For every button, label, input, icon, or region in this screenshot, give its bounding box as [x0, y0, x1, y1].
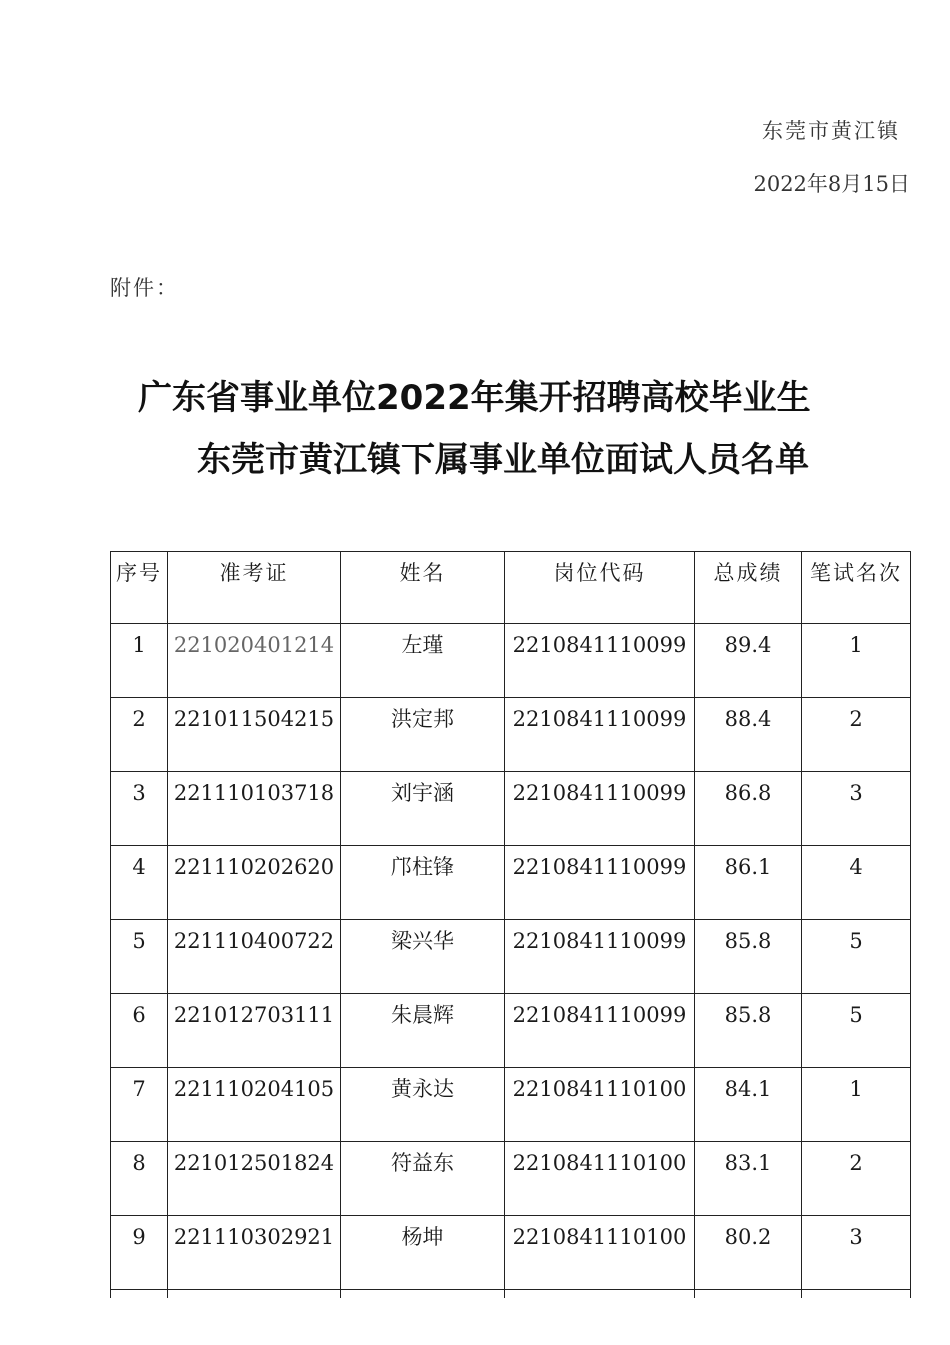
table-row — [111, 920, 911, 994]
cell-code: 2210841110099 — [505, 920, 695, 994]
cell-no: 9 — [111, 1216, 168, 1290]
col-header-no: 序号 — [111, 552, 168, 624]
cell-ticket: 221012703111 — [168, 994, 341, 1068]
cell-no: 3 — [111, 772, 168, 846]
cell-name: 邝柱锋 — [341, 846, 505, 920]
col-header-code: 岗位代码 — [505, 552, 695, 624]
table-row — [111, 1142, 911, 1216]
col-header-score: 总成绩 — [695, 552, 802, 624]
cell-name: 黄永达 — [341, 1068, 505, 1142]
cell-ticket: 221011504215 — [168, 698, 341, 772]
table-row — [111, 624, 911, 698]
cell-code: 2210841110100 — [505, 1216, 695, 1290]
table-row — [111, 1068, 911, 1142]
cell-score: 83.1 — [695, 1142, 802, 1216]
cell-no: 4 — [111, 846, 168, 920]
cell-rank: 2 — [802, 698, 911, 772]
cell-rank: 3 — [802, 1216, 911, 1290]
attachment-label: 附件： — [110, 276, 179, 300]
cell-code: 2210841110099 — [505, 994, 695, 1068]
cell-name: 梁兴华 — [341, 920, 505, 994]
cell-no: 2 — [111, 698, 168, 772]
title-line-2: 东莞市黄江镇下属事业单位面试人员名单 — [197, 440, 809, 480]
table-row — [111, 698, 911, 772]
cell-score: 89.4 — [695, 624, 802, 698]
cell-rank: 5 — [802, 994, 911, 1068]
cell-score: 85.8 — [695, 920, 802, 994]
cell-score: 86.8 — [695, 772, 802, 846]
cell-ticket: 221110400722 — [168, 920, 341, 994]
cell-rank: 1 — [802, 1068, 911, 1142]
table-header-row — [111, 552, 911, 624]
issue-date: 2022年8月15日 — [753, 172, 910, 196]
cell-name: 杨坤 — [341, 1216, 505, 1290]
cell-code: 2210841110099 — [505, 846, 695, 920]
cell-ticket: 221012501824 — [168, 1142, 341, 1216]
cell-rank: 2 — [802, 1142, 911, 1216]
cell-ticket: 221110302921 — [168, 1216, 341, 1290]
cell-name: 洪定邦 — [341, 698, 505, 772]
cell-code: 2210841110099 — [505, 772, 695, 846]
cell-rank: 4 — [802, 846, 911, 920]
cell-code: 2210841110100 — [505, 1068, 695, 1142]
cell-score: 86.1 — [695, 846, 802, 920]
cell-no: 5 — [111, 920, 168, 994]
cell-no: 8 — [111, 1142, 168, 1216]
cell-ticket: 221110204105 — [168, 1068, 341, 1142]
table-row — [111, 994, 911, 1068]
table-row — [111, 1216, 911, 1290]
col-header-rank: 笔试名次 — [802, 552, 911, 624]
col-header-name: 姓名 — [341, 552, 505, 624]
cell-ticket: 221110202620 — [168, 846, 341, 920]
col-header-ticket: 准考证 — [168, 552, 341, 624]
cell-code: 2210841110099 — [505, 698, 695, 772]
cell-no: 6 — [111, 994, 168, 1068]
cell-name: 朱晨辉 — [341, 994, 505, 1068]
issuer-org: 东莞市黄江镇 — [762, 119, 900, 143]
cell-score: 85.8 — [695, 994, 802, 1068]
table-row-cut-off — [111, 1290, 911, 1299]
cell-name: 左瑾 — [341, 624, 505, 698]
cell-no: 1 — [111, 624, 168, 698]
cell-no: 7 — [111, 1068, 168, 1142]
cell-score: 84.1 — [695, 1068, 802, 1142]
table-row — [111, 772, 911, 846]
cell-score: 80.2 — [695, 1216, 802, 1290]
cell-code: 2210841110099 — [505, 624, 695, 698]
interview-list-table — [110, 551, 911, 1298]
cell-rank: 1 — [802, 624, 911, 698]
cell-rank: 5 — [802, 920, 911, 994]
table-row — [111, 846, 911, 920]
title-line-1: 广东省事业单位2022年集开招聘高校毕业生 — [138, 378, 811, 418]
cell-name: 刘宇涵 — [341, 772, 505, 846]
cell-name: 符益东 — [341, 1142, 505, 1216]
cell-score: 88.4 — [695, 698, 802, 772]
cell-ticket: 221110103718 — [168, 772, 341, 846]
cell-rank: 3 — [802, 772, 911, 846]
cell-ticket: 221020401214 — [168, 624, 341, 698]
cell-code: 2210841110100 — [505, 1142, 695, 1216]
